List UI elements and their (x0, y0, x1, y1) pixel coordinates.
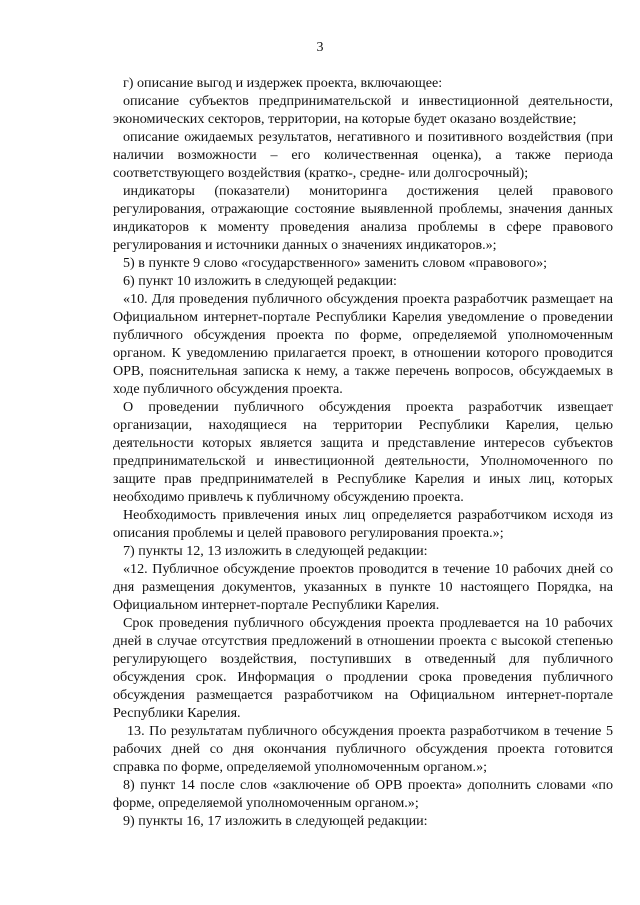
paragraph-item-6: 6) пункт 10 изложить в следующей редакции: (123, 273, 397, 289)
paragraph-notification-organizations: О проведении публичного обсуждения проекта разработчик извещает организации, находящиеся на территории Республики Карелия, целью деятельности которых является защита и представление интересов субъектов предпринимательской и инвестиционной деятельности, Уполномоченного по защите прав предпринимателей в Республике Карелия и иных лиц, которых необходимо привлечь к публичному обсуждению проекта. (113, 399, 613, 505)
paragraph-item-5: 5) в пункте 9 слово «государственного» заменить словом «правового»; (123, 255, 548, 271)
paragraph-benefits-costs: г) описание выгод и издержек проекта, включающее: (123, 75, 443, 91)
paragraph-item-8: 8) пункт 14 после слов «заключение об ОРВ проекта» дополнить словами «по форме, определяемой уполномоченным органом.»; (113, 777, 613, 811)
paragraph-clause-13: 13. По результатам публичного обсуждения проекта разработчиком в течение 5 рабочих дней со дня окончания публичного обсуждения проекта готовится справка по форме, определяемой уполномоченным органом.»; (113, 723, 613, 775)
paragraph-clause-10: «10. Для проведения публичного обсуждения проекта разработчик размещает на Официальном интернет-портале Республики Карелия уведомление о проведении публичного обсуждения проекта по форме, определяемой уполномоченным органом. К уведомлению прилагается проект, в отношении которого проводится ОРВ, пояснительная записка к нему, а также перечень вопросов, обсуждаемых в ходе публичного обсуждения проекта. (113, 291, 613, 397)
paragraph-other-persons: Необходимость привлечения иных лиц определяется разработчиком исходя из описания проблемы и целей правового регулирования проекта.»; (113, 507, 613, 541)
paragraph-expected-results: описание ожидаемых результатов, негативного и позитивного воздействия (при наличии возможности – его количественная оценка), а также периода соответствующего воздействия (кратко-, средне- или долгосрочный); (113, 129, 613, 181)
paragraph-indicators: индикаторы (показатели) мониторинга достижения целей правового регулирования, отражающие состояние выявленной проблемы, значения данных индикаторов к моменту проведения анализа проблемы в сфере правового регулирования и источники данных о значениях индикаторов.»; (113, 183, 613, 253)
paragraph-item-9: 9) пункты 16, 17 изложить в следующей редакции: (123, 813, 428, 829)
paragraph-clause-12: «12. Публичное обсуждение проектов проводится в течение 10 рабочих дней со дня размещения документов, указанных в пункте 10 настоящего Порядка, на Официальном интернет-портале Республики Карелия. (113, 561, 613, 613)
page-number: 3 (316, 40, 324, 55)
paragraph-item-7: 7) пункты 12, 13 изложить в следующей редакции: (123, 543, 428, 559)
paragraph-subjects-description: описание субъектов предпринимательской и инвестиционной деятельности, экономических секторов, территории, на которые будет оказано воздействие; (113, 93, 613, 127)
paragraph-extension: Срок проведения публичного обсуждения проекта продлевается на 10 рабочих дней в случае отсутствия предложений в отношении проекта с высокой степенью регулирующего воздействия, поступивших в отведенный для публичного обсуждения срок. Информация о продлении срока проведения публичного обсуждения размещается разработчиком на Официальном интернет-портале Республики Карелия. (113, 615, 613, 721)
document-body (113, 74, 613, 830)
